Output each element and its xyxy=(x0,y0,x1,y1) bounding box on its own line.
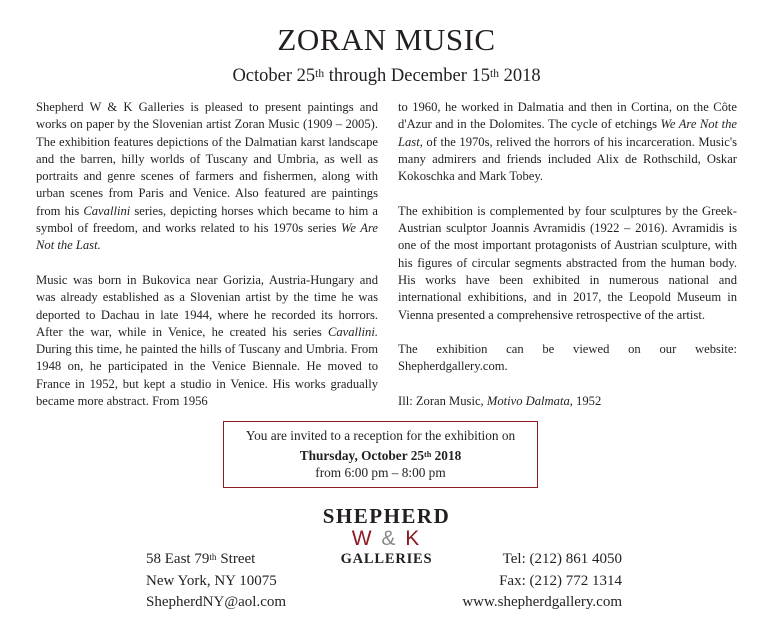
sculpture-paragraph: The exhibition is complemented by four sculptures by the Greek-Austrian sculptor Joannis Avramidis (1922 – 2016). Avramidis is one of the most important protagonists of Austrian sculpture, with his figures of circular segments abstracted from the human body. His works have been exhibited in numerous national and international exhibitions, and in 2017, the Leopold Museum in Vienna presented a comprehensive retrospective of the artist. xyxy=(398,203,737,322)
fax: Fax: (212) 772 1314 xyxy=(499,572,622,589)
date-start: October 25 xyxy=(232,66,316,86)
street-number: 58 East 79 xyxy=(146,551,210,567)
biography-continued-paragraph xyxy=(398,99,737,185)
intro-paragraph xyxy=(36,99,378,255)
logo-wk xyxy=(0,527,773,551)
bio-text-a: Music was born in Bukovica near Gorizia, Austria-Hungary and was already established as a Slovenian artist by the time he was deported to Dachau in late 1944, where he recorded its horrors. After the war, while in Venice, he created his series xyxy=(36,272,378,339)
bio-cont-text-a: to 1960, he worked in Dalmatia and then in Cortina, on the Côte d'Azur and in the Dolomites. The cycle of etchings xyxy=(398,100,737,132)
intro-text-a: Shepherd W & K Galleries is pleased to present paintings and works on paper by the Slovenian artist Zoran Music (1909 – 2005). The exhibition features depictions of the Dalmatian karst landscape and the barren, hilly worlds of Tuscany and Umbria, as well as portraits and genre scenes of farmers and fishermen, along with urban scenes from Paris and Venice. Also featured are paintings from his xyxy=(36,100,378,218)
illustration-caption xyxy=(398,393,737,410)
logo-ampersand: & xyxy=(381,527,398,550)
reception-invitation-box xyxy=(223,421,538,488)
invitation-line: You are invited to a reception for the exhibition on xyxy=(245,428,516,443)
street-suffix: th xyxy=(209,552,217,563)
gallery-contact xyxy=(462,549,622,614)
website-paragraph: The exhibition can be viewed on our website: Shepherdgallery.com. xyxy=(398,342,737,374)
bio-cont-italic: We Are Not the Last, xyxy=(398,117,737,149)
date-year: 2018 xyxy=(498,66,541,86)
exhibition-dates xyxy=(0,64,773,88)
caption-suffix: , 1952 xyxy=(569,394,602,409)
biography-paragraph xyxy=(36,272,378,410)
bio-text-b: During this time, he painted the hills of Tuscany and Umbria. From 1948 on, he participated in the Venice Biennale. He moved to France in 1952, but kept a studio in Venice. His works gradually became more abstract. From 1956 xyxy=(36,342,378,409)
website: www.shepherdgallery.com xyxy=(462,594,622,610)
page-title: ZORAN MUSIC xyxy=(277,22,496,57)
reception-date xyxy=(224,447,537,464)
intro-italic-cavallini: Cavallini xyxy=(83,203,131,218)
logo-k: K xyxy=(405,527,422,550)
logo-w: W xyxy=(351,527,374,550)
reception-year: 2018 xyxy=(431,448,462,463)
street-name: Street xyxy=(216,551,256,567)
caption-title: Motivo Dalmata xyxy=(486,394,570,409)
bio-italic-cavallini: Cavallini. xyxy=(327,324,378,339)
street-address xyxy=(146,549,286,571)
city-line: New York, NY 10075 xyxy=(146,572,277,589)
email-address: ShepherdNY@aol.com xyxy=(146,594,287,610)
gallery-address xyxy=(146,549,286,614)
right-column xyxy=(398,99,737,428)
date-middle: through December 15 xyxy=(324,66,491,86)
reception-time: from 6:00 pm – 8:00 pm xyxy=(315,465,446,480)
date-start-suffix: th xyxy=(315,68,325,80)
bio-cont-text-b: of the 1970s, relived the horrors of his incarceration. Music's many admirers and friends included Alix de Rothschild, Oskar Kokoschka and Mark Tobey. xyxy=(398,134,737,184)
logo-shepherd: SHEPHERD xyxy=(322,504,451,528)
caption-prefix: Ill: Zoran Music, xyxy=(398,394,487,409)
logo-galleries: GALLERIES xyxy=(340,551,433,567)
intro-text-b: series, depicting horses which became to him a symbol of freedom, and works related to his 1970s series xyxy=(36,203,378,236)
reception-date-text: Thursday, October 25 xyxy=(299,448,424,463)
left-column xyxy=(36,99,378,428)
reception-date-suffix: th xyxy=(424,450,432,460)
telephone: Tel: (212) 861 4050 xyxy=(502,551,622,567)
date-end-suffix: th xyxy=(490,68,499,80)
intro-italic-series: We Are Not the Last. xyxy=(36,221,378,253)
